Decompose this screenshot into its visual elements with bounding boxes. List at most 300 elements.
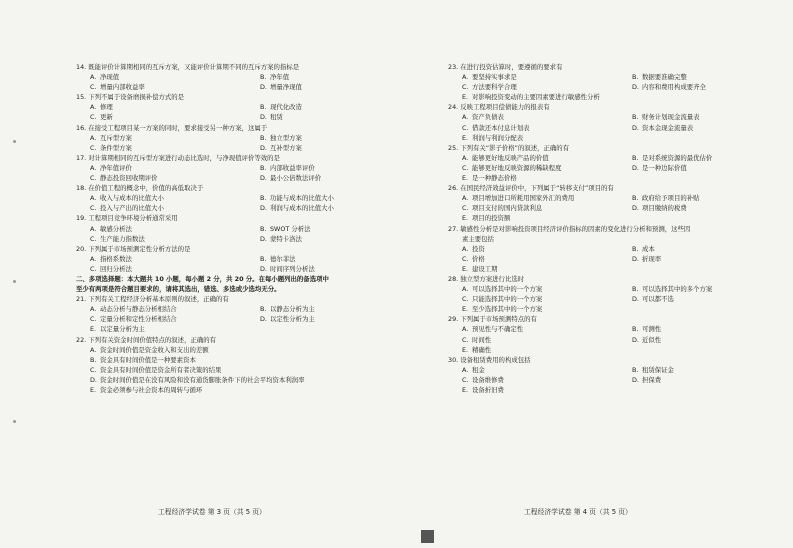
option-text: 要坚持实事求是 bbox=[472, 73, 517, 82]
option-letter: D. bbox=[632, 254, 639, 263]
option-letter: A. bbox=[462, 73, 469, 82]
answer-option bbox=[246, 224, 394, 234]
question-stem bbox=[76, 183, 394, 193]
answer-option bbox=[618, 294, 766, 304]
option-letter: B. bbox=[90, 355, 97, 364]
answer-option bbox=[76, 82, 246, 92]
answer-option bbox=[76, 143, 246, 153]
option-text: 修理 bbox=[100, 103, 113, 112]
question-text: 下列有关工程经济分析基本原则的叙述，正确的有 bbox=[88, 295, 229, 304]
answer-option bbox=[618, 112, 766, 122]
question-text: 在国民经济效益评价中，下列属于“转移支付”项目的有 bbox=[460, 184, 614, 193]
answer-option bbox=[76, 203, 246, 213]
binding-hole-mark bbox=[13, 140, 16, 143]
answer-option bbox=[246, 193, 394, 203]
option-letter: C. bbox=[462, 295, 469, 304]
option-letter: C. bbox=[462, 83, 469, 92]
option-text: 收入与成本的比值大小 bbox=[100, 194, 164, 203]
option-text: 静态投资回收期评价 bbox=[100, 174, 158, 183]
question-number: 17. bbox=[76, 153, 87, 162]
answer-option bbox=[448, 133, 766, 143]
answer-option bbox=[76, 173, 246, 183]
option-text: 功能与成本的比值大小 bbox=[270, 194, 334, 203]
option-letter: C. bbox=[90, 204, 97, 213]
option-text: 可以选择其中的一个方案 bbox=[472, 285, 543, 294]
option-letter: C. bbox=[462, 254, 469, 263]
answer-option bbox=[246, 254, 394, 264]
option-letter: B. bbox=[260, 133, 267, 142]
answer-option bbox=[448, 213, 766, 223]
option-letter: D. bbox=[260, 143, 267, 152]
option-text: 内容和费用构成要齐全 bbox=[642, 83, 706, 92]
answer-option bbox=[448, 203, 618, 213]
answer-option bbox=[448, 82, 618, 92]
question-stem bbox=[448, 102, 766, 112]
option-text: 租金 bbox=[472, 365, 485, 374]
answer-option bbox=[246, 304, 394, 314]
option-letter: D. bbox=[632, 335, 639, 344]
question-number: 16. bbox=[76, 123, 87, 132]
answer-option bbox=[448, 193, 618, 203]
option-text: 净年值 bbox=[270, 73, 290, 82]
question-stem bbox=[76, 244, 394, 254]
question-text: 下列属于市场预测特点的有 bbox=[460, 315, 537, 324]
option-letter: D. bbox=[260, 113, 267, 122]
question-text: 反映工程项目偿债能力的报表有 bbox=[460, 103, 550, 112]
answer-option bbox=[618, 82, 766, 92]
question-number: 20. bbox=[76, 244, 87, 253]
answer-option bbox=[448, 324, 618, 334]
answer-option bbox=[246, 72, 394, 82]
answer-option bbox=[246, 203, 394, 213]
option-letter: A. bbox=[462, 244, 469, 253]
option-text: 预见性与不确定性 bbox=[472, 325, 524, 334]
option-letter: B. bbox=[632, 153, 639, 162]
option-letter: B. bbox=[260, 305, 267, 314]
option-letter: A. bbox=[462, 285, 469, 294]
option-text: 定量分析和定性分析相结合 bbox=[100, 315, 177, 324]
answer-option bbox=[448, 294, 618, 304]
question-text: 工程项目竞争环境分析通常采用 bbox=[88, 214, 178, 223]
answer-option bbox=[76, 355, 394, 365]
option-text: 资产负债表 bbox=[472, 113, 504, 122]
option-text: 蒙特卡洛法 bbox=[270, 234, 302, 243]
answer-options bbox=[76, 224, 394, 244]
option-text: 租赁 bbox=[270, 113, 283, 122]
answer-option bbox=[76, 254, 246, 264]
option-letter: D. bbox=[260, 264, 267, 273]
option-letter: A. bbox=[90, 345, 97, 354]
option-text: 敏感分析法 bbox=[100, 224, 132, 233]
option-letter: C. bbox=[462, 163, 469, 172]
option-letter: C. bbox=[90, 143, 97, 152]
question-text: 下列属于市场预测定性分析方法的是 bbox=[88, 244, 191, 253]
question-stem bbox=[448, 355, 766, 365]
option-letter: E. bbox=[462, 345, 469, 354]
answer-options bbox=[448, 112, 766, 142]
answer-option bbox=[448, 173, 766, 183]
answer-option bbox=[448, 244, 618, 254]
answer-options bbox=[76, 345, 394, 395]
option-text: 利润与利润分配表 bbox=[472, 133, 524, 142]
option-letter: C. bbox=[90, 315, 97, 324]
option-text: 净年值评价 bbox=[100, 163, 132, 172]
option-letter: C. bbox=[90, 174, 97, 183]
option-text: 德尔菲法 bbox=[270, 254, 296, 263]
option-letter: A. bbox=[462, 153, 469, 162]
option-text: 利润与成本的比值大小 bbox=[270, 204, 334, 213]
answer-option bbox=[246, 82, 394, 92]
question-stem bbox=[76, 335, 394, 345]
option-text: 价格 bbox=[472, 254, 485, 263]
option-text: 成本 bbox=[642, 244, 655, 253]
option-letter: C. bbox=[90, 234, 97, 243]
answer-option bbox=[618, 375, 766, 385]
option-text: SWOT 分析法 bbox=[270, 224, 311, 233]
question-text: 下列有关资金时间价值特点的叙述，正确的有 bbox=[88, 335, 217, 344]
question-stem bbox=[76, 62, 394, 72]
option-text: 以定性分析为主 bbox=[270, 315, 315, 324]
option-letter: A. bbox=[90, 224, 97, 233]
option-letter: C. bbox=[90, 264, 97, 273]
question-stem bbox=[76, 213, 394, 223]
answer-options bbox=[76, 102, 394, 122]
option-letter: C. bbox=[90, 83, 97, 92]
answer-option bbox=[618, 163, 766, 173]
option-letter: A. bbox=[462, 365, 469, 374]
option-letter: D. bbox=[260, 234, 267, 243]
option-text: 折现率 bbox=[642, 254, 662, 263]
option-text: 设备折旧费 bbox=[472, 386, 504, 394]
answer-options bbox=[76, 72, 394, 92]
answer-option bbox=[76, 234, 246, 244]
option-text: 设备维修费 bbox=[472, 375, 504, 384]
answer-option bbox=[76, 193, 246, 203]
page-3-footer: 工程经济学试卷 第 3 页（共 5 页） bbox=[158, 508, 266, 516]
option-letter: E. bbox=[462, 93, 469, 102]
question-number: 22. bbox=[76, 335, 87, 344]
option-letter: D. bbox=[632, 295, 639, 304]
answer-option bbox=[246, 163, 394, 173]
registration-mark bbox=[421, 530, 434, 543]
answer-option bbox=[448, 345, 766, 355]
option-letter: B. bbox=[260, 103, 267, 112]
answer-option bbox=[76, 133, 246, 143]
answer-option bbox=[76, 163, 246, 173]
answer-option bbox=[76, 224, 246, 234]
answer-option bbox=[246, 133, 394, 143]
answer-option bbox=[448, 163, 618, 173]
answer-option bbox=[76, 345, 394, 355]
option-letter: A. bbox=[462, 113, 469, 122]
question-text: 敏感性分析是对影响投资项目经济评价指标的因素的变化进行分析和预测，这些因 bbox=[460, 224, 691, 233]
option-text: 建设工期 bbox=[472, 264, 498, 273]
option-text: 能够更好地反映资源的稀缺程度 bbox=[472, 163, 562, 172]
question-text: 对计算期相同的互斥型方案进行动态比选时，与净现值评价等效的是 bbox=[88, 153, 280, 162]
option-letter: E. bbox=[90, 386, 97, 394]
answer-option bbox=[448, 112, 618, 122]
option-letter: A. bbox=[90, 103, 97, 112]
answer-option bbox=[448, 153, 618, 163]
option-letter: B. bbox=[632, 365, 639, 374]
option-letter: C. bbox=[462, 335, 469, 344]
question-number: 28. bbox=[448, 274, 459, 283]
option-text: 项目的投资额 bbox=[472, 214, 511, 223]
option-letter: B. bbox=[260, 163, 267, 172]
option-letter: A. bbox=[90, 163, 97, 172]
option-text: 是一种边际价值 bbox=[642, 163, 687, 172]
answer-option bbox=[76, 324, 394, 334]
option-letter: B. bbox=[632, 244, 639, 253]
question-number: 15. bbox=[76, 93, 87, 102]
answer-options bbox=[448, 72, 766, 102]
answer-option bbox=[76, 375, 394, 385]
answer-option bbox=[618, 193, 766, 203]
option-text: 方法要科学合理 bbox=[472, 83, 517, 92]
answer-option bbox=[76, 365, 394, 375]
answer-options bbox=[448, 284, 766, 314]
answer-options bbox=[76, 133, 394, 153]
option-text: 最小公倍数法评价 bbox=[270, 174, 322, 183]
option-text: 资金具有时间价值是资金所有者决策的结果 bbox=[100, 365, 222, 374]
option-text: 数据要准确完整 bbox=[642, 73, 687, 82]
answer-options bbox=[76, 193, 394, 213]
option-text: 近似性 bbox=[642, 335, 662, 344]
option-letter: A. bbox=[90, 73, 97, 82]
option-text: 更新 bbox=[100, 113, 113, 122]
option-letter: A. bbox=[90, 133, 97, 142]
binding-hole-mark bbox=[13, 280, 16, 283]
option-text: 增量内部收益率 bbox=[100, 83, 145, 92]
question-text: 在进行投资估算时，要遵循的要求有 bbox=[460, 63, 563, 71]
page-4-column bbox=[448, 62, 766, 395]
answer-option bbox=[246, 112, 394, 122]
question-number: 30. bbox=[448, 355, 459, 364]
answer-option bbox=[618, 72, 766, 82]
option-letter: D. bbox=[90, 375, 97, 384]
option-text: 互斥型方案 bbox=[100, 133, 132, 142]
option-text: 时间性 bbox=[472, 335, 492, 344]
option-text: 动态分析与静态分析相结合 bbox=[100, 305, 177, 314]
option-letter: E. bbox=[462, 264, 469, 273]
question-number: 19. bbox=[76, 214, 87, 223]
answer-options bbox=[448, 153, 766, 183]
option-text: 政府给予项目的补贴 bbox=[642, 194, 700, 203]
question-stem bbox=[76, 92, 394, 102]
question-text: 既能评价计算期相同的互斥方案，又能评价计算期不同的互斥方案的指标是 bbox=[88, 63, 300, 71]
option-text: 是一种静态价格 bbox=[472, 174, 517, 183]
answer-option bbox=[448, 375, 618, 385]
question-number: 25. bbox=[448, 143, 459, 152]
question-text: 在接受工程项目某一方案的同时，要求接受另一种方案，这属于 bbox=[88, 123, 268, 132]
option-letter: E. bbox=[462, 133, 469, 142]
option-letter: D. bbox=[632, 83, 639, 92]
question-stem bbox=[76, 294, 394, 304]
answer-option bbox=[76, 112, 246, 122]
option-text: 生产能力指数法 bbox=[100, 234, 145, 243]
option-text: 能够更好地反映产品的价值 bbox=[472, 153, 549, 162]
answer-option bbox=[618, 335, 766, 345]
answer-option bbox=[448, 365, 618, 375]
option-letter: B. bbox=[632, 113, 639, 122]
question-number: 26. bbox=[448, 184, 459, 193]
option-letter: E. bbox=[462, 386, 469, 394]
option-text: 时间序列分析法 bbox=[270, 264, 315, 273]
answer-options bbox=[448, 365, 766, 395]
option-text: 至少选择其中的一个方案 bbox=[472, 305, 543, 314]
section-heading: 至少有两项是符合题目要求的，请将其选出，错选、多选或少选均无分。 bbox=[76, 285, 281, 294]
answer-option bbox=[618, 284, 766, 294]
option-text: 借款还本付息计划表 bbox=[472, 123, 530, 132]
option-letter: A. bbox=[90, 194, 97, 203]
answer-option bbox=[76, 102, 246, 112]
option-letter: C. bbox=[90, 365, 97, 374]
option-text: 精确性 bbox=[472, 345, 492, 354]
answer-options bbox=[76, 254, 394, 274]
option-text: 指格系数法 bbox=[100, 254, 132, 263]
question-number: 29. bbox=[448, 315, 459, 324]
answer-option bbox=[246, 234, 394, 244]
answer-option bbox=[76, 314, 246, 324]
option-text: 是对系统资源的最优估价 bbox=[642, 153, 713, 162]
binding-hole-mark bbox=[13, 420, 16, 423]
option-text: 项目支付的国内贷款利息 bbox=[472, 204, 543, 213]
option-text: 净现值 bbox=[100, 73, 120, 82]
answer-option bbox=[448, 304, 766, 314]
option-text: 互补型方案 bbox=[270, 143, 302, 152]
option-text: 资金时间价值是在没有风险和没有通货膨胀条件下的社会平均资本利润率 bbox=[100, 375, 305, 384]
option-text: 项目缴纳的税费 bbox=[642, 204, 687, 213]
question-number: 24. bbox=[448, 103, 459, 112]
option-text: 投入与产出的比值大小 bbox=[100, 204, 164, 213]
answer-option bbox=[246, 314, 394, 324]
answer-options bbox=[448, 193, 766, 223]
answer-option bbox=[618, 123, 766, 133]
option-letter: A. bbox=[90, 254, 97, 263]
option-letter: B. bbox=[632, 73, 639, 82]
option-letter: D. bbox=[632, 163, 639, 172]
option-letter: D. bbox=[632, 204, 639, 213]
question-stem bbox=[448, 224, 766, 234]
option-letter: D. bbox=[260, 204, 267, 213]
option-text: 资金必须参与社会资本的周转与循环 bbox=[100, 386, 203, 394]
option-text: 只能选择其中的一个方案 bbox=[472, 295, 543, 304]
option-text: 财务计划现金流量表 bbox=[642, 113, 700, 122]
option-text: 租赁保证金 bbox=[642, 365, 674, 374]
question-stem bbox=[448, 62, 766, 72]
question-number: 14. bbox=[76, 63, 87, 71]
option-letter: B. bbox=[260, 73, 267, 82]
option-text: 以定量分析为主 bbox=[100, 325, 145, 334]
answer-option bbox=[448, 385, 766, 395]
option-text: 资金时间价值是资金收入和支出的差额 bbox=[100, 345, 209, 354]
question-text: 下列有关“影子价格”的叙述，正确的有 bbox=[460, 143, 570, 152]
option-text: 资金具有时间价值是一种要素资本 bbox=[100, 355, 196, 364]
answer-option bbox=[618, 203, 766, 213]
option-text: 项目增加进口所耗用国家外汇的费用 bbox=[472, 194, 575, 203]
option-letter: A. bbox=[90, 305, 97, 314]
option-letter: B. bbox=[632, 285, 639, 294]
question-stem bbox=[448, 314, 766, 324]
answer-option bbox=[76, 304, 246, 314]
answer-option bbox=[618, 254, 766, 264]
question-stem bbox=[448, 143, 766, 153]
question-text: 在价值工程的概念中，价值的高低取决于 bbox=[88, 184, 204, 193]
option-letter: C. bbox=[90, 113, 97, 122]
option-letter: D. bbox=[632, 123, 639, 132]
option-letter: C. bbox=[462, 123, 469, 132]
option-letter: C. bbox=[462, 204, 469, 213]
option-text: 条件型方案 bbox=[100, 143, 132, 152]
answer-options bbox=[448, 244, 766, 274]
answer-option bbox=[448, 264, 766, 274]
section-heading: 二、多项选择题：本大题共 10 小题，每小题 2 分，共 20 分。在每小题列出的备选项中 bbox=[76, 274, 329, 283]
option-letter: E. bbox=[462, 174, 469, 183]
option-letter: E. bbox=[462, 305, 469, 314]
question-stem bbox=[76, 153, 394, 163]
question-stem bbox=[76, 123, 394, 133]
option-letter: B. bbox=[260, 224, 267, 233]
page-4-footer: 工程经济学试卷 第 4 页（共 5 页） bbox=[524, 508, 632, 516]
answer-option bbox=[448, 284, 618, 294]
answer-option bbox=[448, 254, 618, 264]
answer-option bbox=[246, 264, 394, 274]
option-letter: D. bbox=[260, 315, 267, 324]
question-text: 设备租赁费用的构成包括 bbox=[460, 355, 531, 364]
option-text: 对影响投资变动的主要因素要进行敏感性分析 bbox=[472, 93, 600, 102]
option-letter: B. bbox=[632, 325, 639, 334]
question-number: 23. bbox=[448, 63, 459, 71]
option-letter: B. bbox=[260, 194, 267, 203]
option-text: 可以都不选 bbox=[642, 295, 674, 304]
question-text-continued: 素主要包括 bbox=[462, 234, 494, 243]
option-text: 现代化改造 bbox=[270, 103, 302, 112]
question-stem bbox=[448, 183, 766, 193]
answer-options bbox=[448, 324, 766, 354]
option-text: 可以选择其中的多个方案 bbox=[642, 285, 713, 294]
option-text: 内部收益率评价 bbox=[270, 163, 315, 172]
answer-option bbox=[246, 143, 394, 153]
option-text: 以静态分析为主 bbox=[270, 305, 315, 314]
answer-option bbox=[448, 72, 618, 82]
option-text: 增量净现值 bbox=[270, 83, 302, 92]
option-text: 担保费 bbox=[642, 375, 662, 384]
answer-option bbox=[618, 365, 766, 375]
option-text: 投资 bbox=[472, 244, 485, 253]
answer-option bbox=[618, 153, 766, 163]
answer-option bbox=[618, 324, 766, 334]
option-letter: A. bbox=[462, 325, 469, 334]
option-letter: D. bbox=[632, 375, 639, 384]
option-text: 可测性 bbox=[642, 325, 662, 334]
answer-option bbox=[618, 244, 766, 254]
option-text: 独立型方案 bbox=[270, 133, 302, 142]
answer-option bbox=[448, 335, 618, 345]
option-letter: D. bbox=[260, 83, 267, 92]
question-number: 18. bbox=[76, 184, 87, 193]
option-letter: E. bbox=[90, 325, 97, 334]
answer-option bbox=[448, 123, 618, 133]
option-letter: D. bbox=[260, 174, 267, 183]
answer-options bbox=[76, 163, 394, 183]
option-letter: E. bbox=[462, 214, 469, 223]
option-letter: B. bbox=[632, 194, 639, 203]
answer-option bbox=[76, 72, 246, 82]
question-text: 下列不属于设备磨损补偿方式的是 bbox=[88, 93, 185, 102]
option-letter: A. bbox=[462, 194, 469, 203]
option-text: 回归分析法 bbox=[100, 264, 132, 273]
option-text: 资本金现金流量表 bbox=[642, 123, 694, 132]
